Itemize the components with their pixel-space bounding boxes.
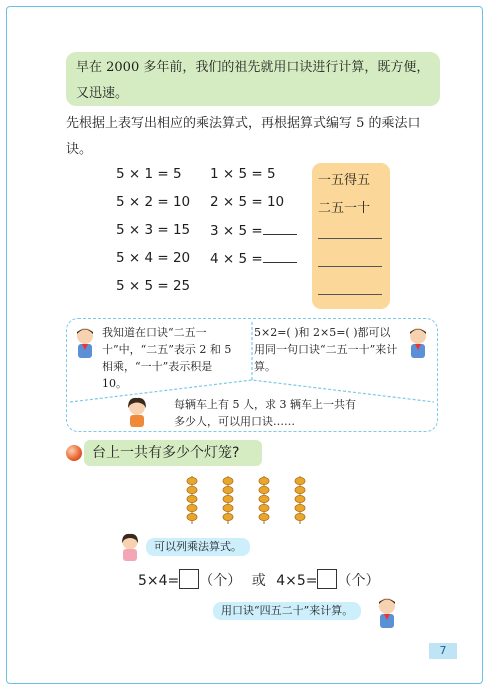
lantern-string [259,476,269,524]
equation-left-3: 5 × 3 = 15 [116,222,191,238]
answer-blank[interactable] [263,222,297,235]
answer-box[interactable] [317,569,337,589]
formula-unit: （个） [337,573,380,589]
lantern-icon [295,495,305,502]
intro-box [66,52,440,106]
formula-line [138,569,379,590]
koujue-line-1: 一五得五 [318,173,371,188]
girl-avatar-icon [118,532,142,562]
equation-mid-4-text: 4 × 5 = [210,251,263,267]
lantern-icon [187,486,197,493]
equation-left-2: 5 × 2 = 10 [116,194,191,210]
koujue-blank-line-5[interactable] [318,294,382,295]
lantern-icon [187,477,197,484]
formula-or: 或 [251,573,266,589]
girl-avatar-icon [124,396,150,428]
intro-text: 早在 2000 多年前，我们的祖先就用口诀进行计算，既方便，又迅速。 [76,60,430,101]
lantern-icon [259,486,269,493]
formula-left: 5×4= [138,573,180,589]
lantern-string [295,476,305,524]
equation-mid-3-text: 3 × 5 = [210,223,263,239]
lantern-icon [187,495,197,502]
lantern-strings [180,476,320,526]
instruction-paragraph: 先根据上表写出相应的乘法算式，再根据算式编写 5 的乘法口诀。 [66,116,421,157]
lantern-icon [259,495,269,502]
equation-mid-1: 1 × 5 = 5 [210,166,276,182]
lantern-icon [259,504,269,511]
formula-right: 4×5= [276,573,318,589]
lantern-icon [223,495,233,502]
koujue-line-2: 二五一十 [318,201,371,216]
question-badge: 台上一共有多少个灯笼? [84,440,262,466]
lantern-icon [223,486,233,493]
lantern-icon [187,513,197,520]
talk-right-text: 5×2=( )和 2×5=( )都可以用同一句口诀“二五一十”来计算。 [254,326,398,373]
lantern-string [223,476,233,524]
page-number: 7 [429,643,457,659]
lantern-icon [295,477,305,484]
talk-bottom-text: 每辆车上有 5 人，求 3 辆车上一共有多少人，可以用口诀…… [174,398,356,428]
talk-left-text: 我知道在口诀“二五一十”中，“二五”表示 2 和 5 相乘，“一十”表示积是 10。 [102,326,232,390]
lantern-icon [259,477,269,484]
equation-left-4: 5 × 4 = 20 [116,250,191,266]
lantern-icon [223,504,233,511]
koujue-blank-line-4[interactable] [318,266,382,267]
equation-left-1: 5 × 1 = 5 [116,166,182,182]
boy-avatar-icon [405,326,431,360]
lantern-icon [223,477,233,484]
answer-box[interactable] [179,569,199,589]
boy-avatar-icon [72,326,98,360]
lantern-icon [187,504,197,511]
lantern-string [187,476,197,524]
lantern-icon [295,486,305,493]
hint-bubble-2: 用口诀“四五二十”来计算。 [213,602,361,620]
answer-blank[interactable] [263,250,297,263]
boy-avatar-icon [374,596,400,630]
equation-mid-2: 2 × 5 = 10 [210,194,285,210]
formula-unit: （个） [199,573,242,589]
equation-mid-3 [210,222,297,239]
koujue-blank-line-3[interactable] [318,238,382,239]
hint-bubble-1: 可以列乘法算式。 [146,538,250,556]
equation-left-5: 5 × 5 = 25 [116,278,191,294]
equation-mid-4 [210,250,297,267]
lantern-icon [295,504,305,511]
lantern-icon [259,513,269,520]
lantern-icon [295,513,305,520]
question-ball-icon [66,445,82,461]
lantern-icon [223,513,233,520]
